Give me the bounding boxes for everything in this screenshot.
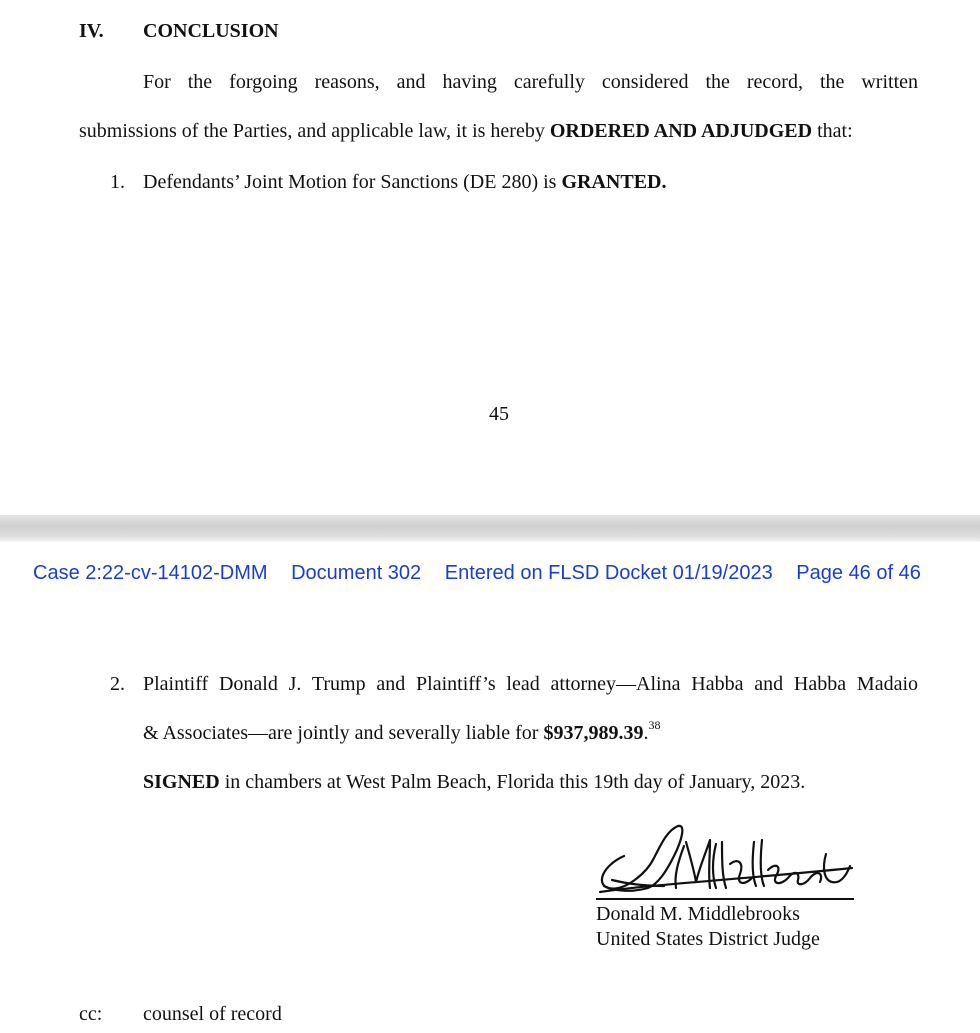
sanction-amount: $937,989.39 [543,722,644,744]
page-separator [0,515,980,542]
docket-entry: Entered on FLSD Docket 01/19/2023 [444,562,773,584]
item-2-line-2 [143,718,661,745]
item-2-number: 2. [110,673,125,695]
ordered-adjudged-text: ORDERED AND ADJUDGED [549,120,813,142]
judge-signature [594,822,856,898]
conclusion-paragraph-line-1: For the forgoing reasons, and having carefully considered the record, the written [143,71,918,93]
signed-line [143,770,805,794]
section-number: IV. [79,20,104,42]
section-title: CONCLUSION [143,20,279,42]
paragraph-text: submissions of the Parties, and applicable law, it is hereby [79,120,550,142]
item-1-text [143,170,666,194]
item-2-body: & Associates—are jointly and severally liable for [143,722,544,744]
signature-line [596,898,854,900]
item-2-line-1: Plaintiff Donald J. Trump and Plaintiff’s lead attorney—Alina Habba and Habba Madaio [143,673,918,695]
signed-text: in chambers at West Palm Beach, Florida this 19th day of January, 2023. [219,771,806,793]
granted-text: GRANTED. [561,171,667,193]
page-count: Page 46 of 46 [796,562,921,584]
item-2-period: . [643,722,649,744]
judge-name: Donald M. Middlebrooks [596,903,800,925]
case-header [33,561,980,585]
signed-label: SIGNED [143,771,220,793]
document-number: Document 302 [291,562,422,584]
item-1-number: 1. [110,171,125,193]
item-1-body: Defendants’ Joint Motion for Sanctions (DE 280) is [143,171,562,193]
judge-title: United States District Judge [596,928,820,950]
cc-recipients: counsel of record [143,1003,282,1025]
case-number: Case 2:22-cv-14102-DMM [33,562,268,584]
footnote-marker: 38 [648,718,661,732]
cc-label: cc: [79,1003,103,1025]
page-number: 45 [489,403,509,425]
paragraph-text-end: that: [812,120,853,142]
conclusion-paragraph-line-2 [79,119,853,143]
